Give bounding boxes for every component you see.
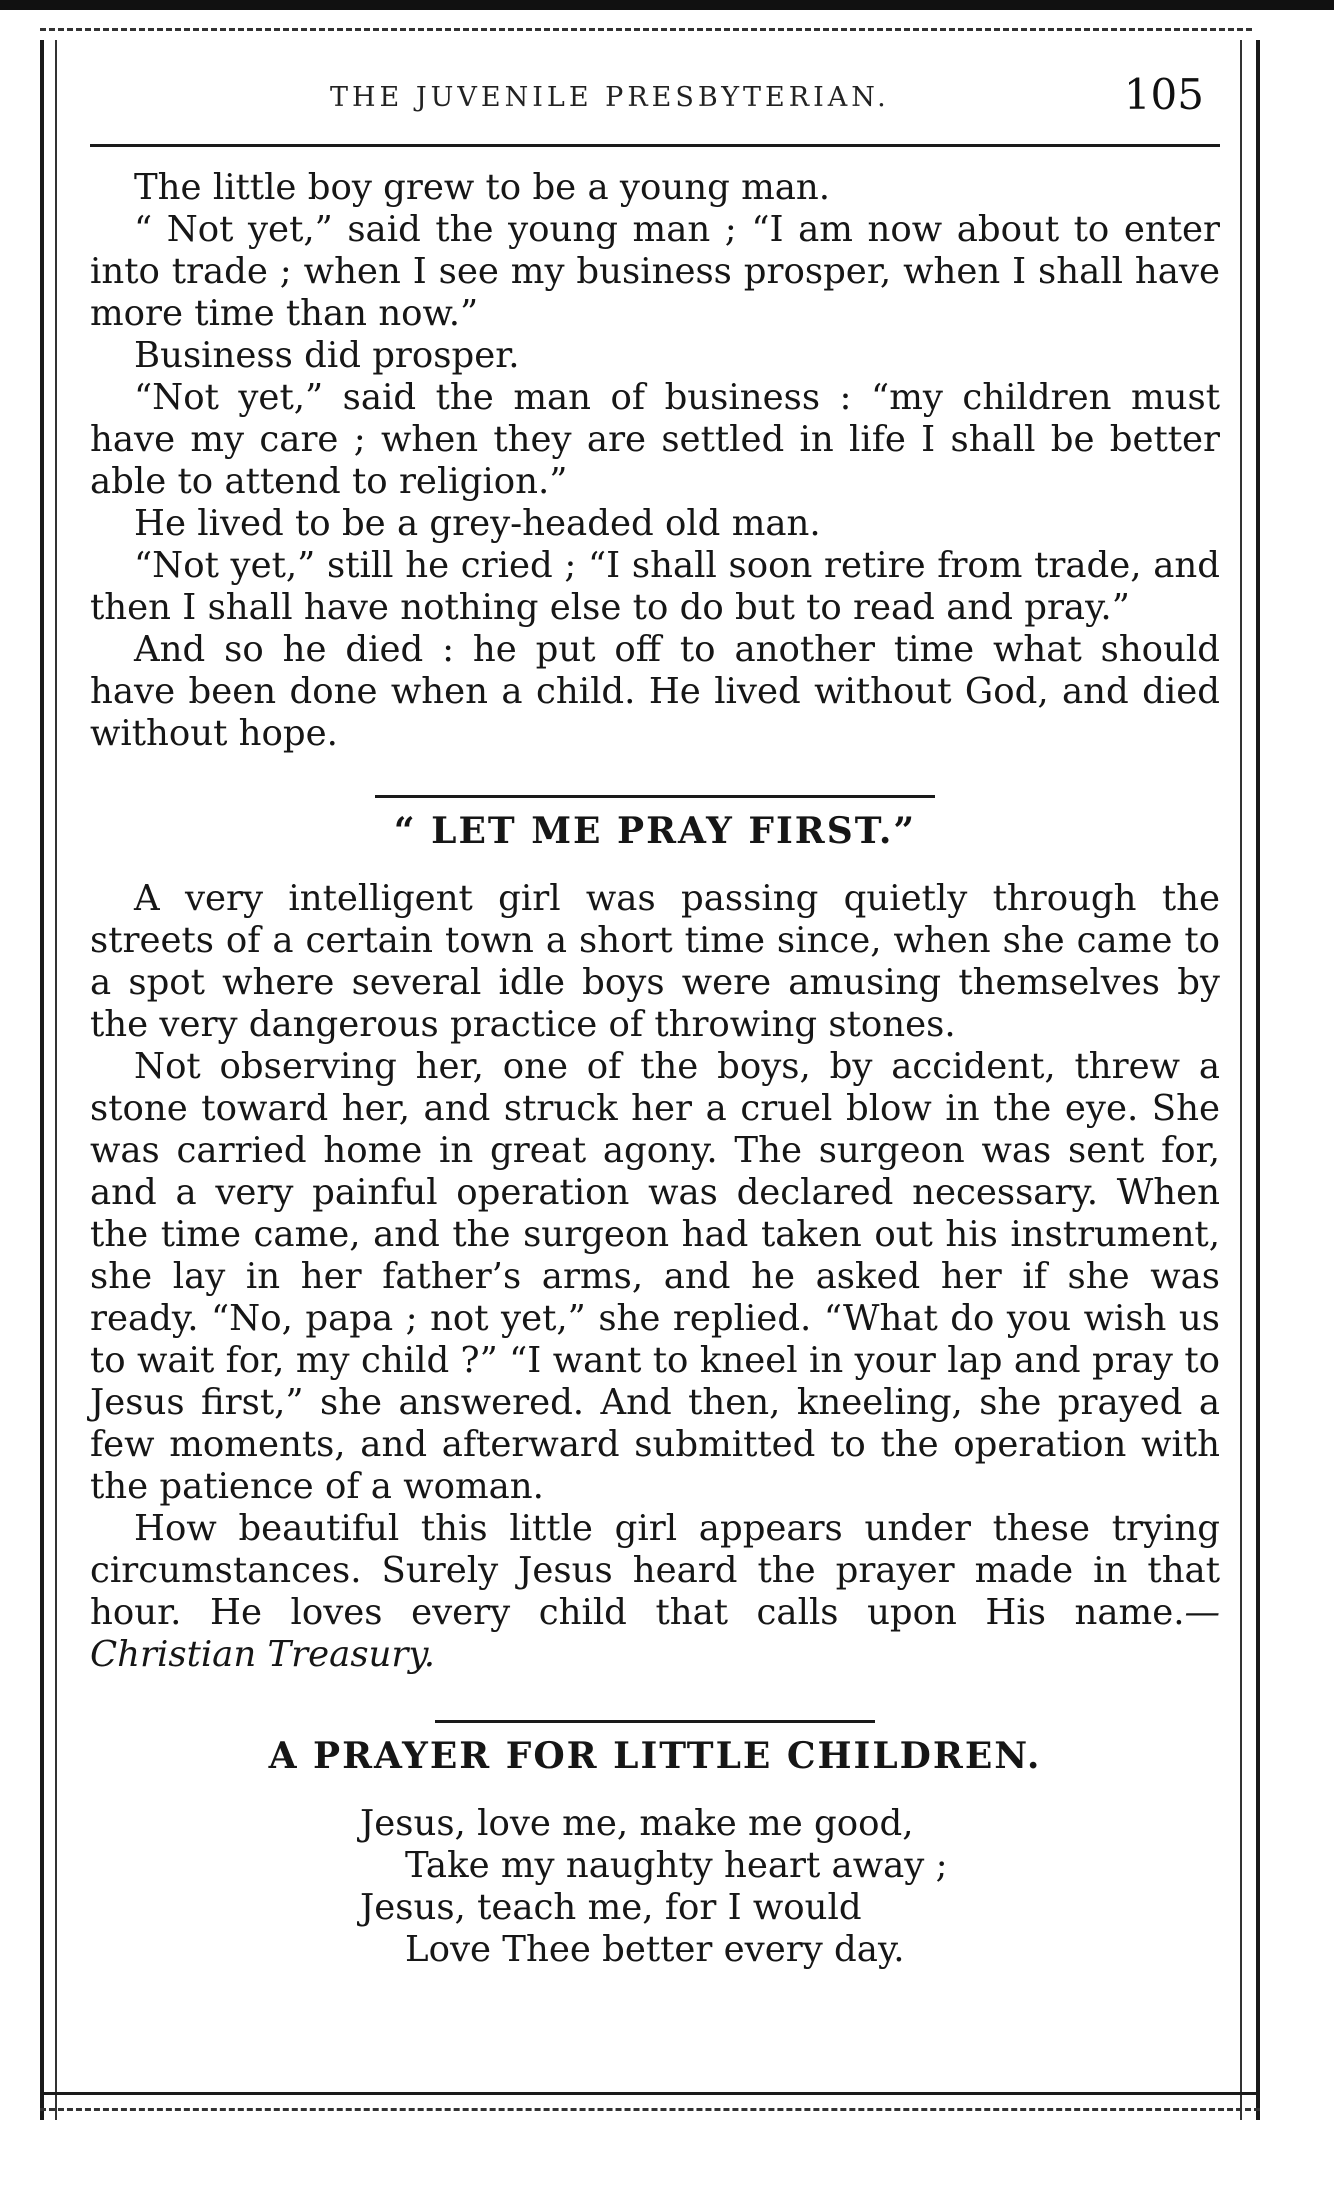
running-head	[90, 70, 1220, 130]
section-divider	[375, 795, 935, 798]
poem-line: Take my naughty heart away ;	[405, 1845, 948, 1886]
top-border-bar	[0, 0, 1334, 10]
paragraph: “Not yet,” still he cried ; “I shall soon retire from trade, and then I shall have nothing else to do but to read and pray.”	[90, 545, 1220, 628]
story-prayer-for-children	[90, 1735, 1220, 1971]
attribution: —Christian Treasury.	[90, 1592, 1220, 1675]
page-content	[90, 70, 1220, 1971]
page-number: 105	[1123, 70, 1204, 119]
paragraph: Not observing her, one of the boys, by accident, threw a stone toward her, and struck her a cruel blow in the eye. She was carried home in great agony. The surgeon was sent for, and a very painful operation was declared necessary. When the time came, and the surgeon had taken out his instrument, she lay in her father’s arms, and he asked her if she was ready. “No, papa ; not yet,” she replied. “What do you wish us to wait for, my child ?” “I want to kneel in your lap and pray to Jesus first,” she answered. And then, kneeling, she prayed a few moments, and afterward submitted to the operation with the patience of a woman.	[90, 1046, 1220, 1507]
story-not-yet	[90, 167, 1220, 755]
paragraph: A very intelligent girl was passing quietly through the streets of a certain town a short time since, when she came to a spot where several idle boys were amusing themselves by the very dangerous practice of throwing stones.	[90, 878, 1220, 1045]
frame-right-inner-rule	[1240, 40, 1242, 2120]
paragraph: The little boy grew to be a young man.	[134, 167, 831, 208]
poem-line: Jesus, love me, make me good,	[360, 1803, 914, 1844]
frame-left-outer-rule	[40, 40, 44, 2120]
paragraph-text: How beautiful this little girl appears under these trying circumstances. Surely Jesus heard the prayer made in that hour. He loves every child that calls upon His name.	[90, 1508, 1220, 1633]
poem-line: Love Thee better every day.	[405, 1929, 905, 1970]
top-dashed-rule	[40, 28, 1252, 31]
bottom-dashed-rule	[40, 2108, 1260, 2111]
paragraph: And so he died : he put off to another time what should have been done when a child. He lived without God, and died without hope.	[90, 629, 1220, 754]
poem	[360, 1803, 1220, 1971]
section-title: “ LET ME PRAY FIRST.”	[393, 810, 917, 852]
section-title: A PRAYER FOR LITTLE CHILDREN.	[268, 1735, 1042, 1777]
poem-line: Jesus, teach me, for I would	[360, 1887, 862, 1928]
paragraph: “ Not yet,” said the young man ; “I am now about to enter into trade ; when I see my business prosper, when I shall have more time than now.”	[90, 209, 1220, 334]
story-let-me-pray-first	[90, 810, 1220, 1676]
paragraph-last	[90, 1508, 1220, 1676]
frame-left-inner-rule	[55, 40, 57, 2120]
paragraph: “Not yet,” said the man of business : “my children must have my care ; when they are settled in life I shall be better able to attend to religion.”	[90, 377, 1220, 502]
frame-right-outer-rule	[1256, 40, 1260, 2120]
section-divider	[435, 1720, 875, 1723]
paragraph: Business did prosper.	[134, 335, 520, 376]
header-rule	[90, 144, 1220, 147]
bottom-rule	[40, 2092, 1260, 2095]
paragraph: He lived to be a grey-headed old man.	[134, 503, 821, 544]
running-title: THE JUVENILE PRESBYTERIAN.	[330, 82, 890, 113]
